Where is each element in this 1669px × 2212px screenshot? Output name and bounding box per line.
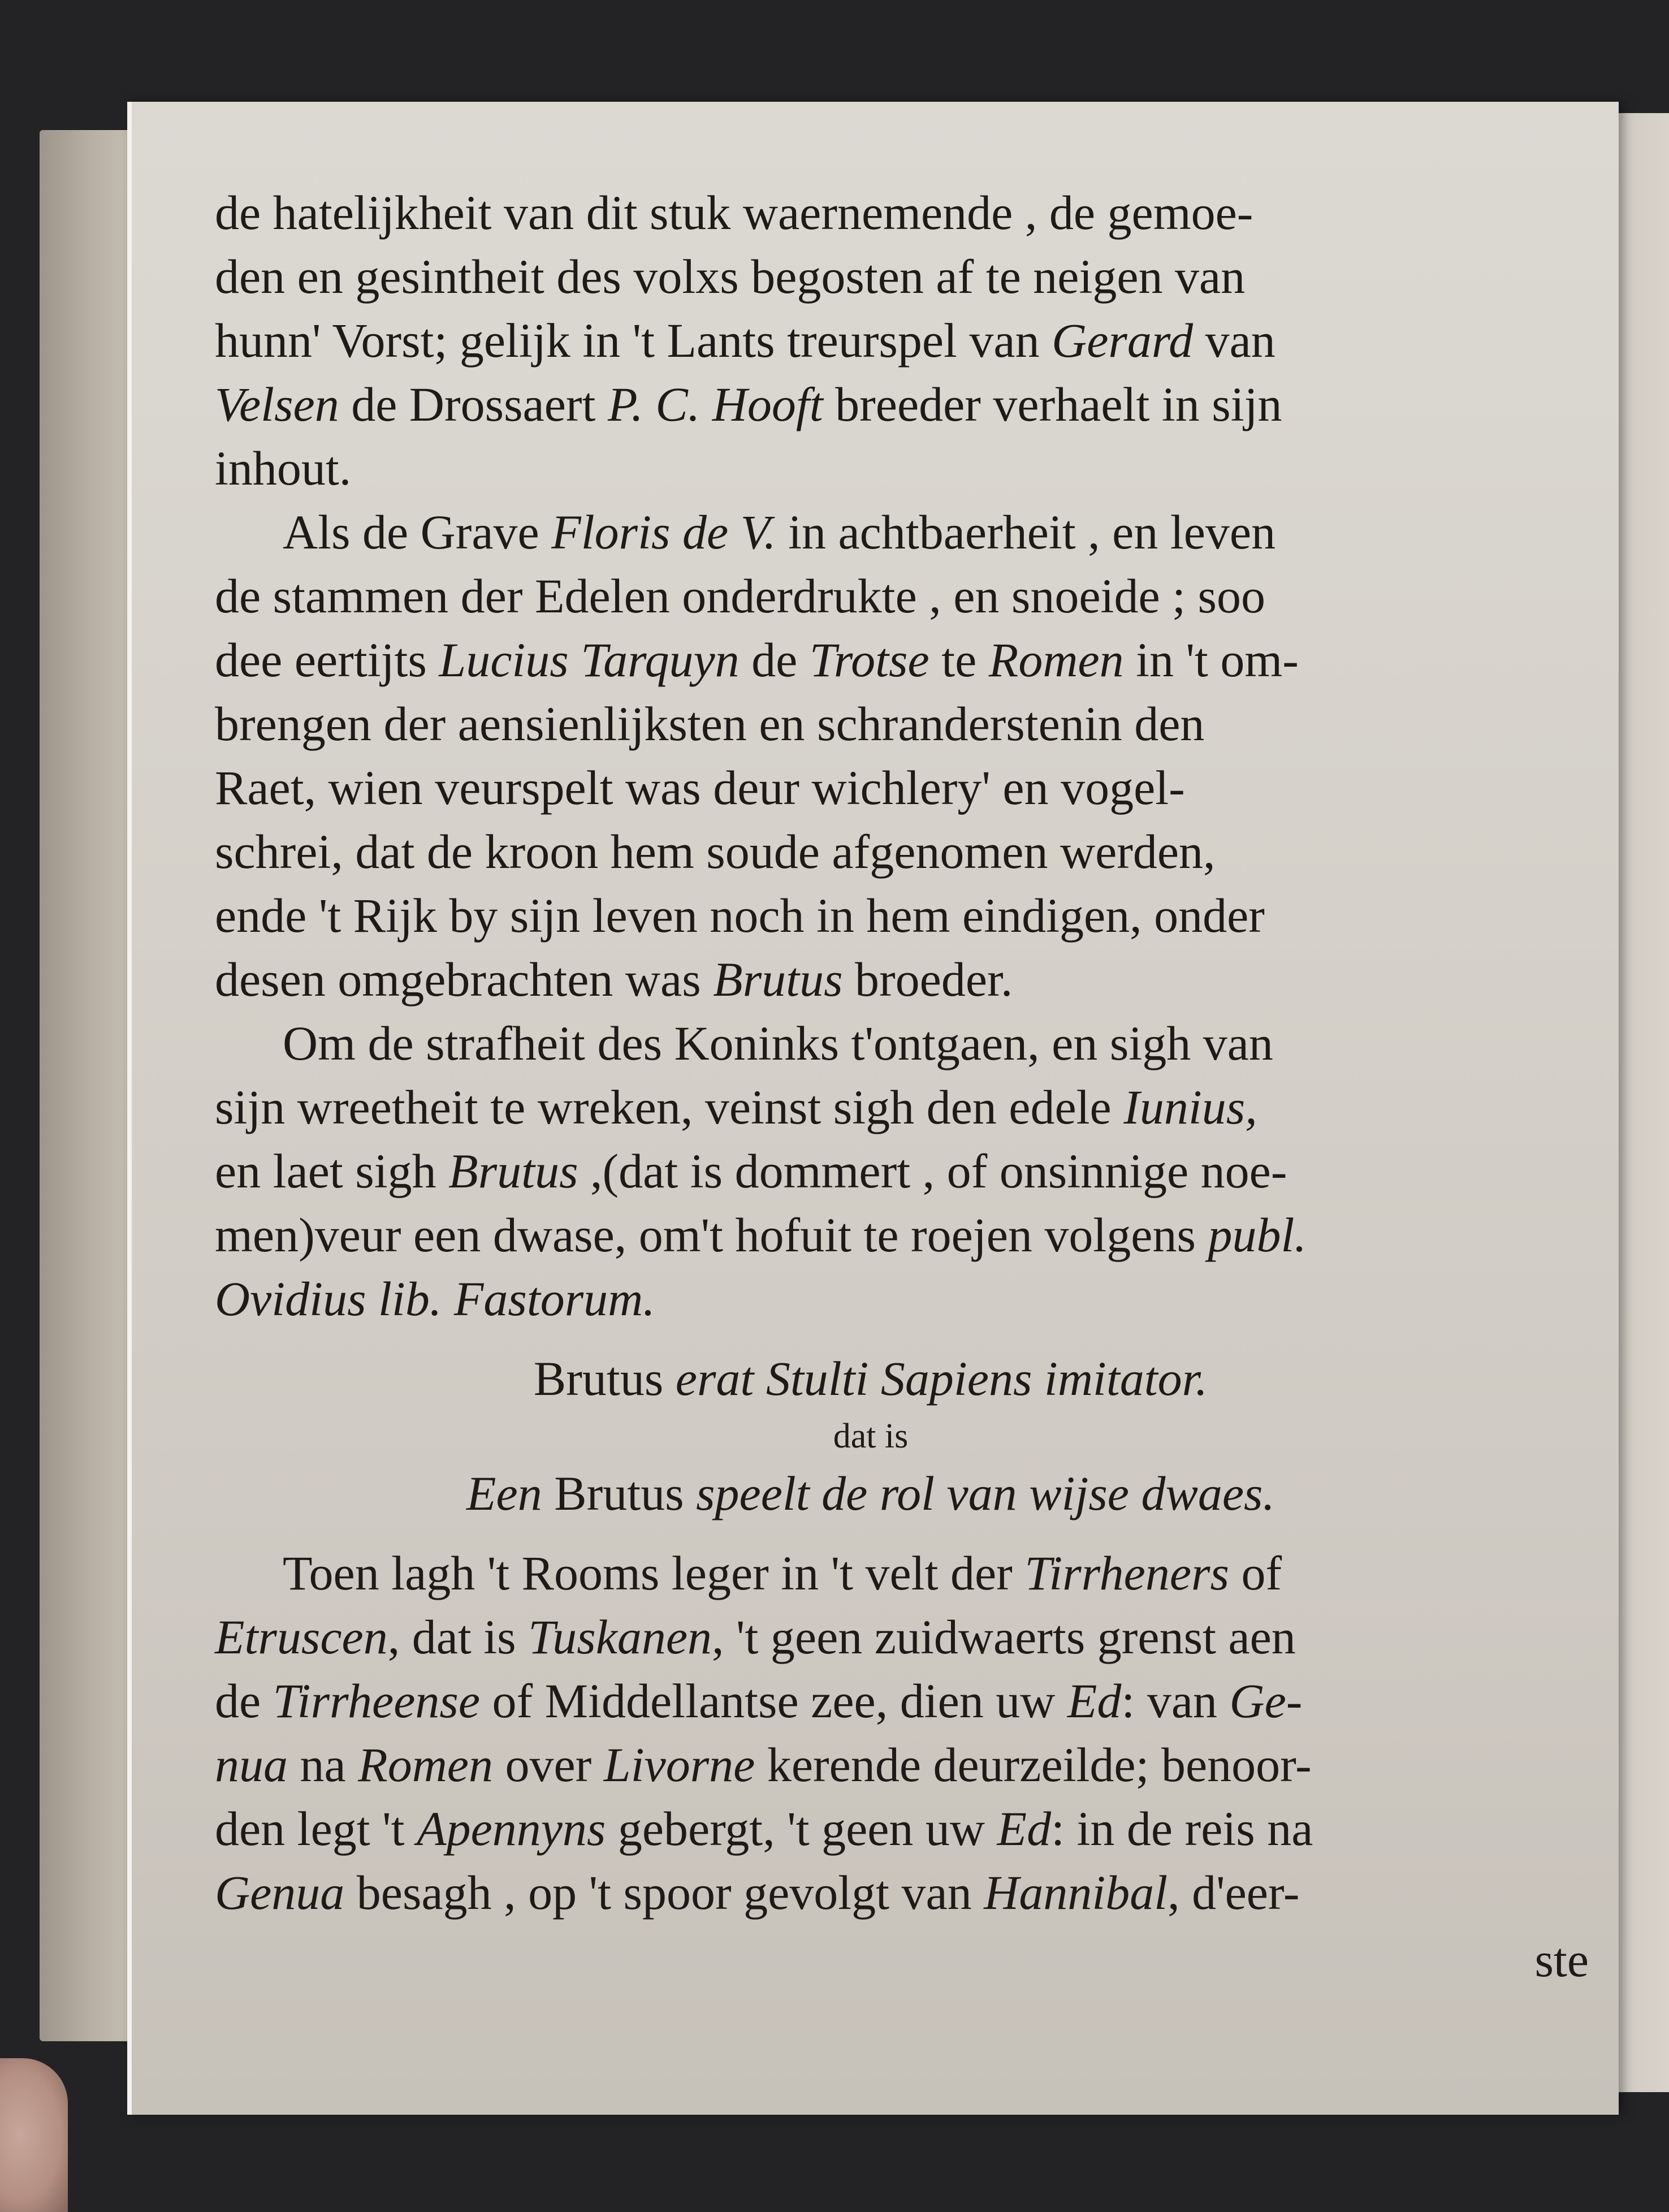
italic-text: Ovidius lib. Fastorum.	[215, 1272, 655, 1326]
text-segment: den en gesintheit des volxs begosten af te neigen van	[215, 249, 1246, 304]
italic-text: Apennyns	[417, 1801, 606, 1856]
text-segment: of Middellantse zee, dien uw	[480, 1674, 1067, 1728]
spacer	[215, 1331, 1594, 1347]
thumb	[0, 2058, 68, 2212]
text-segment: over	[492, 1738, 604, 1792]
text-line	[215, 1861, 1594, 1925]
italic-text: Tuskanen	[528, 1610, 712, 1664]
italic-text: Livorne	[603, 1738, 755, 1792]
text-segment: kerende deurzeilde; benoor-	[755, 1738, 1312, 1792]
text-segment: Brutus	[542, 1466, 697, 1520]
italic-text: Ed	[1067, 1674, 1122, 1728]
text-segment: van	[1193, 313, 1275, 368]
text-segment: schrei, dat de kroon hem soude afgenomen werden,	[215, 824, 1216, 879]
text-segment: dat is	[833, 1417, 909, 1455]
text-segment: de hatelijkheit van dit stuk waernemende , de gemoe-	[215, 185, 1253, 240]
text-line	[215, 1203, 1594, 1267]
text-segment: gebergt, 't geen uw	[606, 1801, 997, 1856]
text-line	[215, 948, 1594, 1012]
text-segment: Als de Grave	[283, 505, 552, 559]
text-segment: de	[739, 633, 810, 687]
italic-text: Iunius,	[1123, 1080, 1257, 1134]
text-segment: besagh , op 't spoor gevolgt van	[344, 1865, 984, 1920]
text-segment: : van	[1121, 1674, 1230, 1728]
italic-text: Gerard	[1052, 313, 1194, 368]
italic-text: Lucius Tarquyn	[439, 633, 740, 687]
italic-text: Brutus	[713, 952, 843, 1006]
text-line	[215, 1347, 1594, 1411]
text-segment: hunn' Vorst; gelijk in 't Lants treurspel van	[215, 313, 1052, 368]
text-segment: ,(dat is dommert , of onsinnige noe-	[578, 1144, 1287, 1198]
text-segment: in achtbaerheit , en leven	[776, 505, 1276, 559]
italic-text: nua	[215, 1738, 288, 1792]
italic-text: Genua	[215, 1865, 345, 1920]
page-text	[215, 181, 1594, 1992]
italic-text: Romen	[358, 1738, 493, 1792]
text-segment: brengen der aensienlijksten en schranderstenin den	[215, 697, 1205, 751]
text-segment: : in de reis na	[1051, 1801, 1313, 1856]
text-segment: desen omgebrachten was	[215, 952, 714, 1006]
italic-text: Ge-	[1229, 1674, 1303, 1728]
italic-text: Tirrheense	[273, 1674, 481, 1728]
text-line	[215, 1541, 1594, 1605]
text-segment: , 't geen zuidwaerts grenst aen	[712, 1610, 1296, 1664]
italic-text: Velsen	[215, 377, 339, 431]
text-line	[215, 1733, 1594, 1797]
italic-text: Hannibal	[984, 1865, 1168, 1920]
text-segment: Toen lagh 't Rooms leger in 't velt der	[283, 1546, 1025, 1600]
text-segment: of	[1229, 1546, 1282, 1600]
text-line	[215, 1411, 1594, 1462]
italic-text: Tirrheners	[1024, 1546, 1229, 1600]
text-segment: den legt 't	[215, 1801, 417, 1856]
text-segment: dee eertijts	[215, 633, 439, 687]
text-line	[215, 500, 1594, 564]
text-segment: Raet, wien veurspelt was deur wichlery' en vogel-	[215, 761, 1185, 815]
text-line	[215, 884, 1594, 948]
italic-text: Trotse	[809, 633, 929, 687]
text-line	[215, 1267, 1594, 1331]
text-line	[215, 1462, 1594, 1526]
italic-text: erat Stulti Sapiens imitator.	[675, 1351, 1208, 1406]
italic-text: Brutus	[448, 1144, 578, 1198]
text-segment: na	[288, 1738, 358, 1792]
text-line	[215, 628, 1594, 692]
text-segment: te	[929, 633, 989, 687]
text-line	[215, 1605, 1594, 1669]
text-line	[215, 373, 1594, 437]
text-segment: in 't om-	[1123, 633, 1299, 687]
text-line	[215, 181, 1594, 245]
text-segment: de stammen der Edelen onderdrukte , en snoeide ; soo	[215, 569, 1265, 623]
text-line	[215, 692, 1594, 756]
italic-text: P. C. Hooft	[607, 377, 823, 431]
text-segment: breeder verhaelt in sijn	[823, 377, 1282, 431]
text-line	[215, 309, 1594, 373]
text-segment: men)veur een dwase, om't hofuit te roejen volgens	[215, 1208, 1208, 1262]
text-segment: de	[215, 1674, 273, 1728]
text-line	[215, 756, 1594, 820]
text-segment: de Drossaert	[339, 377, 608, 431]
italic-text: speelt de rol van wijse dwaes.	[696, 1466, 1275, 1520]
text-segment: broeder.	[842, 952, 1013, 1006]
text-segment: Brutus	[533, 1351, 676, 1406]
text-segment: ende 't Rijk by sijn leven noch in hem eindigen, onder	[215, 888, 1265, 943]
italic-text: Etruscen	[215, 1610, 388, 1664]
text-line	[215, 1669, 1594, 1733]
text-line	[215, 1075, 1594, 1139]
text-segment: , dat is	[387, 1610, 529, 1664]
italic-text: Floris de V.	[551, 505, 776, 559]
italic-text: Ed	[997, 1801, 1052, 1856]
text-segment: sijn wreetheit te wreken, veinst sigh den edele	[215, 1080, 1124, 1134]
italic-text: publ.	[1208, 1208, 1307, 1262]
italic-text: Romen	[988, 633, 1124, 687]
catchword: ste	[1534, 1933, 1589, 1987]
text-segment: inhout.	[215, 441, 352, 495]
text-line	[215, 1012, 1594, 1075]
text-line	[215, 1797, 1594, 1861]
text-line	[215, 245, 1594, 309]
text-line	[215, 1139, 1594, 1203]
spacer	[215, 1526, 1594, 1541]
text-line	[215, 820, 1594, 884]
italic-text: Een	[466, 1466, 542, 1520]
text-segment: en laet sigh	[215, 1144, 449, 1198]
text-segment: Om de strafheit des Koninks t'ontgaen, en sigh van	[283, 1016, 1273, 1070]
text-segment: , d'eer-	[1168, 1865, 1300, 1920]
text-line	[215, 564, 1594, 628]
text-line	[215, 437, 1594, 500]
